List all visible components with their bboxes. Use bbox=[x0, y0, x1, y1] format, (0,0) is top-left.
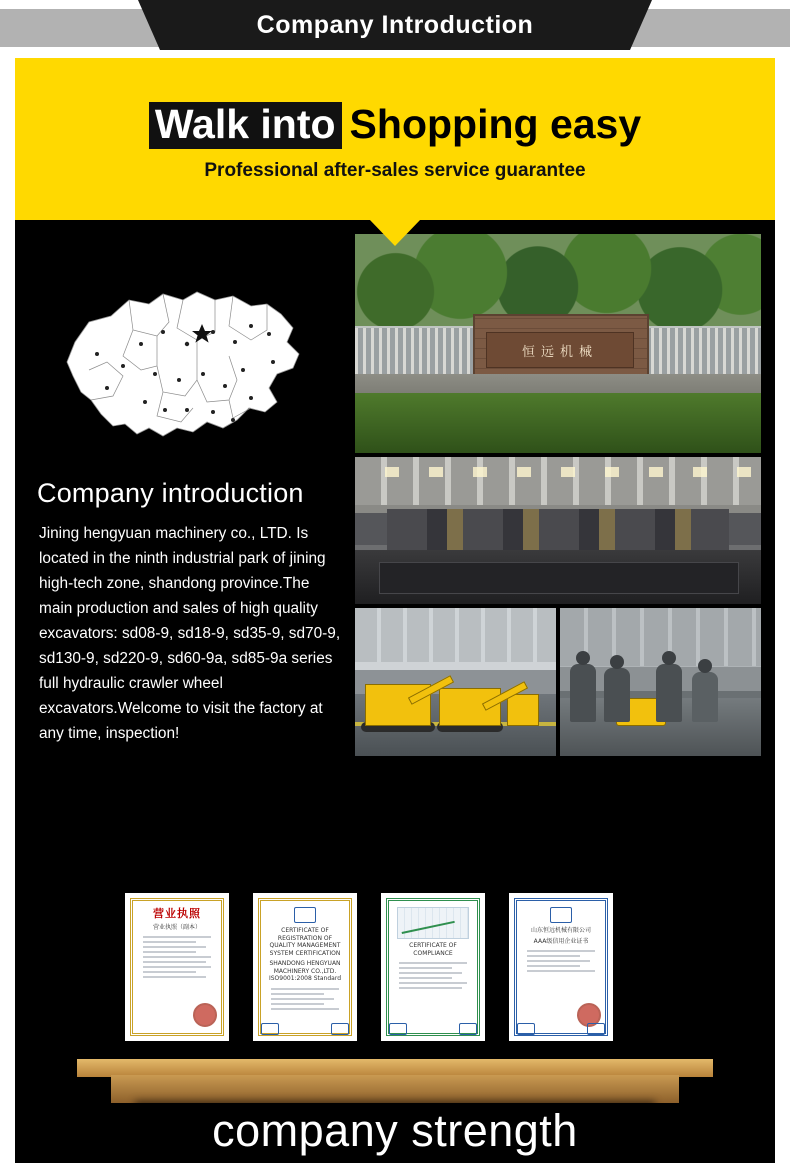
header-notch-decoration bbox=[630, 0, 652, 50]
workshop-interior-photo bbox=[355, 457, 761, 604]
poster-content bbox=[15, 220, 775, 1163]
certificate-title: CERTIFICATE OF COMPLIANCE bbox=[409, 942, 457, 957]
ce-mark-icon bbox=[389, 1023, 407, 1035]
certificate-badges bbox=[517, 1023, 605, 1035]
workers-assembly-photo bbox=[560, 608, 761, 756]
photo-row-bottom bbox=[355, 608, 761, 756]
workshop-steel-plate bbox=[379, 562, 738, 594]
certificates-row bbox=[125, 893, 613, 1041]
assembly-wall bbox=[560, 608, 761, 666]
certificate-title: CERTIFICATE OF REGISTRATION OF QUALITY MANAGEMENT SYSTEM CERTIFICATION bbox=[269, 927, 341, 957]
certificate-frame bbox=[258, 898, 352, 1036]
certificate-enterprise-credit bbox=[509, 893, 613, 1041]
workshop-lights bbox=[355, 467, 761, 477]
banner-headline bbox=[149, 102, 641, 149]
banner-arrow-icon bbox=[369, 219, 421, 246]
certificate-subtitle: AAA级信用企业证书 bbox=[533, 937, 589, 945]
certificate-chart-graphic bbox=[397, 907, 469, 939]
intro-body-text: Jining hengyuan machinery co., LTD. Is located in the ninth industrial park of jining high-tech zone, shandong province.The main production and sales of high quality excavators: sd08-9, sd18-9, sd35-9, sd70-9, sd130-9, sd220-9, sd60-9a, sd85-9a series full hydraulic crawler wheel excavators.Welcome to visit the factory at any time, inspection! bbox=[39, 525, 341, 742]
certificate-iso-quality bbox=[253, 893, 357, 1041]
worker-figure bbox=[692, 672, 718, 722]
worker-figure bbox=[604, 668, 630, 722]
certificate-text-lines bbox=[143, 936, 212, 981]
workshop-machines bbox=[387, 509, 728, 551]
badge-right-icon bbox=[459, 1023, 477, 1035]
badge-right-icon bbox=[331, 1023, 349, 1035]
excavator-lineup-photo bbox=[355, 608, 556, 756]
worker-figure bbox=[656, 664, 682, 722]
certificate-ce-compliance bbox=[381, 893, 485, 1041]
factory-gate-photo bbox=[355, 234, 761, 453]
gate-company-sign: 恒远机械 bbox=[486, 332, 634, 368]
banner-block bbox=[15, 58, 775, 220]
china-map-icon bbox=[37, 270, 337, 470]
certificate-business-license bbox=[125, 893, 229, 1041]
company-introduction-poster bbox=[15, 58, 775, 1163]
certificate-text-lines bbox=[399, 962, 468, 992]
badge-right-icon bbox=[587, 1023, 605, 1035]
excavator-hall-wall bbox=[355, 608, 556, 662]
banner-content bbox=[15, 58, 775, 220]
certificate-frame bbox=[386, 898, 480, 1036]
certificate-text-lines bbox=[527, 950, 596, 975]
workshop-roof bbox=[355, 457, 761, 505]
excavator-body bbox=[507, 694, 539, 726]
certificate-title: 营业执照 bbox=[153, 907, 201, 920]
worker-figure bbox=[570, 664, 596, 722]
certificate-badges bbox=[389, 1023, 477, 1035]
certificate-subtitle: SHANDONG HENGYUAN MACHINERY CO.,LTD. ISO9001:2008 Standard bbox=[268, 960, 342, 982]
gate-lawn bbox=[355, 393, 761, 453]
photo-gallery bbox=[355, 234, 761, 756]
certificate-badges bbox=[261, 1023, 349, 1035]
certificate-emblem-icon bbox=[550, 907, 572, 923]
display-shelf-front bbox=[111, 1075, 679, 1103]
intro-column bbox=[15, 220, 349, 800]
page-header bbox=[0, 0, 790, 58]
certificates-section bbox=[15, 803, 775, 1163]
badge-left-icon bbox=[261, 1023, 279, 1035]
banner-headline-highlight: Walk into bbox=[149, 102, 342, 149]
intro-title: Company introduction bbox=[37, 478, 304, 508]
certificate-subtitle: 营业执照（副本） bbox=[152, 923, 201, 931]
page-title: Company Introduction bbox=[160, 0, 630, 50]
company-strength-label: company strength bbox=[212, 1105, 578, 1156]
certificate-text-lines bbox=[271, 988, 340, 1013]
certificate-emblem-icon bbox=[294, 907, 316, 923]
banner-headline-rest: Shopping easy bbox=[349, 100, 642, 147]
certificate-seal-icon bbox=[193, 1003, 217, 1027]
certificate-title: 山东恒远机械有限公司 bbox=[530, 927, 591, 934]
badge-left-icon bbox=[517, 1023, 535, 1035]
banner-subline: Professional after-sales service guarantee bbox=[204, 160, 586, 182]
